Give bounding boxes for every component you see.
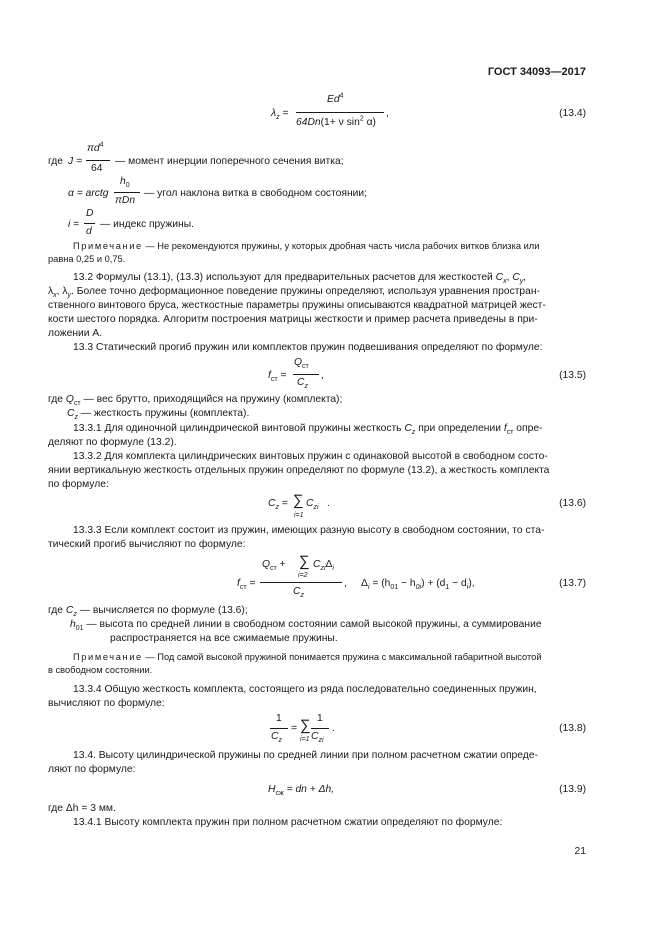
fraction-bar (260, 582, 342, 583)
definition-h01: $h_{01}$ — высота по средней линии в свободном состоянии самой высокой пружины, а суммирование (70, 619, 542, 633)
definition-cz-2: где $C_z$ — вычисляется по формуле (13.6); (48, 605, 248, 619)
sum-symbol: ∑ (300, 717, 311, 734)
equation-number: (13.8) (559, 723, 586, 734)
page-number: 21 (574, 846, 586, 857)
note-2: Примечание — Под самой высокой пружиной понимается пружина с максимальной габаритной высотой (73, 652, 542, 662)
fraction-bar (86, 160, 110, 161)
fraction-bar (293, 374, 319, 375)
note-1: Примечание — Не рекомендуются пружины, у которых дробная часть числа рабочих витков близка или (73, 241, 540, 251)
definition-cz: $C_z$ — жесткость пружины (комплекта). (67, 408, 250, 422)
equation-number: (13.7) (559, 578, 586, 589)
paragraph-13-3: 13.3 Статический прогиб пружин или комплектов пружин подвешивания определяют по формуле: (73, 342, 543, 353)
fraction-bar (114, 192, 140, 193)
sum-symbol: ∑ (299, 553, 310, 570)
fraction-bar (270, 728, 288, 729)
equation-number: (13.4) (559, 108, 586, 119)
definition-dh: где Δh = 3 мм. (48, 803, 116, 814)
eq-numerator: Ed (327, 94, 340, 105)
equation-number: (13.5) (559, 370, 586, 381)
eq-lhs: λ (271, 108, 277, 119)
paragraph-13-4-1: 13.4.1 Высоту комплекта пружин при полном расчетном сжатии определяют по формуле: (73, 817, 503, 828)
equation-number: (13.9) (559, 784, 586, 795)
fraction-bar (311, 728, 329, 729)
fraction-bar (296, 112, 384, 113)
fraction-bar (84, 223, 95, 224)
eq-denominator: 64Dn (296, 117, 321, 128)
document-number-header: ГОСТ 34093—2017 (487, 66, 586, 78)
equation-number: (13.6) (559, 498, 586, 509)
definition-q: где $Q_{ст}$ — вес брутто, приходящийся на пружину (комплекта); (48, 394, 343, 408)
sum-symbol: ∑ (293, 492, 304, 509)
